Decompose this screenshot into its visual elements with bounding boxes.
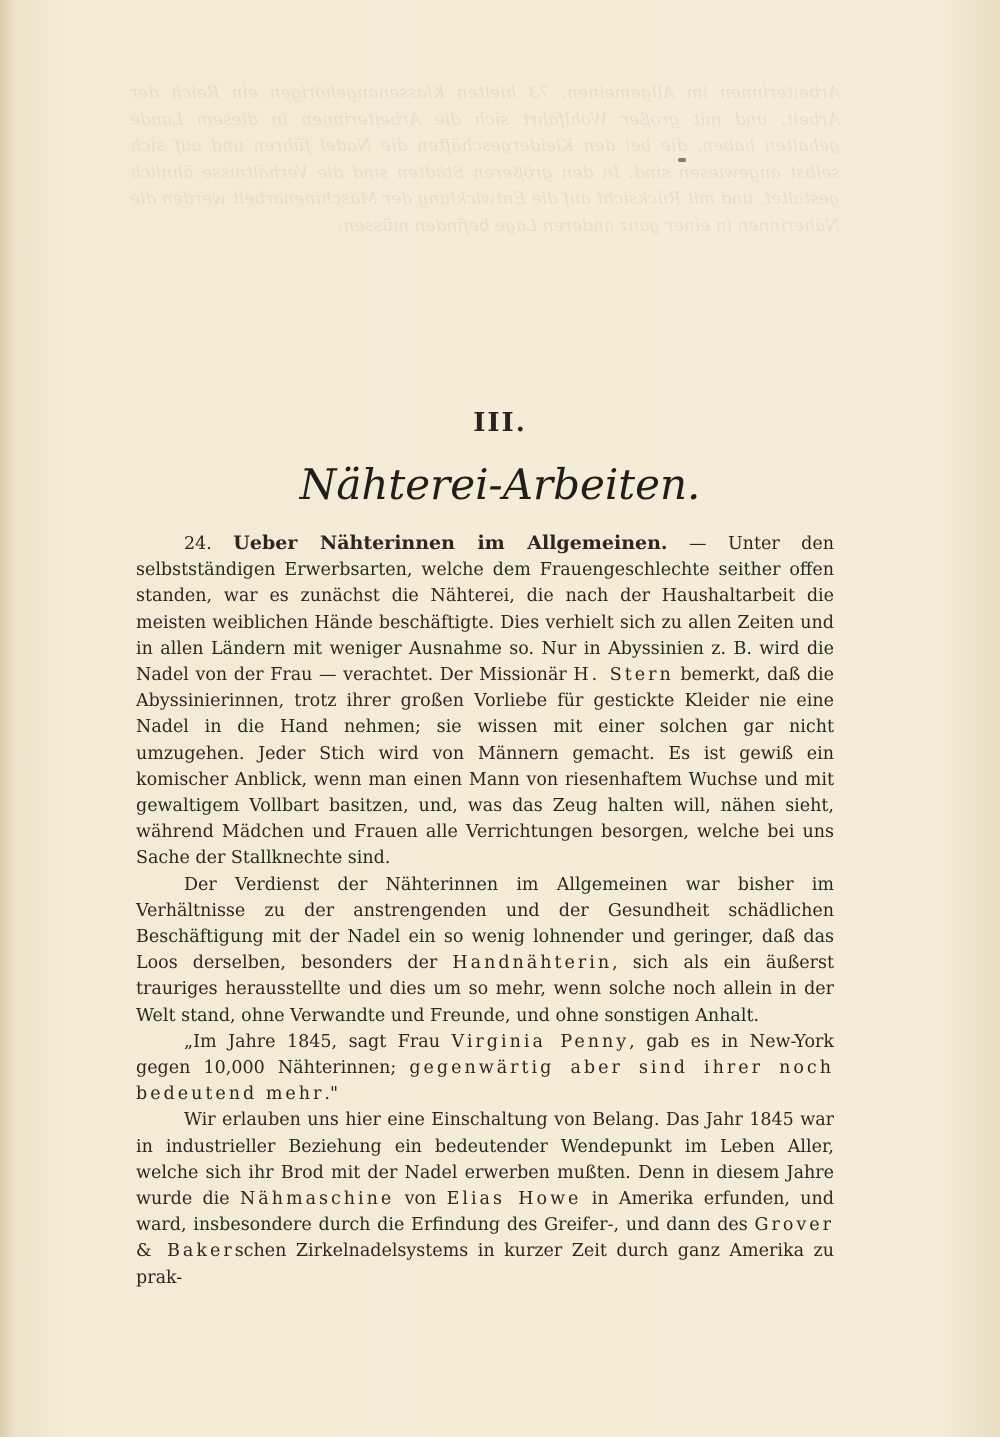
paragraph-text: „Im Jahre 1845, sagt Frau [184,1031,452,1052]
ink-speck [678,158,686,162]
paragraph-text: schen Zirkelnadelsystems in kurzer Zeit durch ganz Amerika zu prak- [136,1241,834,1288]
company-name: Grover & Baker [136,1215,834,1262]
emphasized-term: Handnähterin [452,953,613,974]
paragraph-text: , gab es in New-York gegen 10,000 Nähterinnen; [136,1031,834,1079]
chapter-title: Nähterei-Arbeiten. [299,460,701,509]
author-name: Virginia Penny [451,1031,630,1052]
paragraph-text: Der Verdienst der Nähterinnen im Allgemeinen war bisher im Verhältnisse zu der anstrengenden und der Gesundheit schädlichen Beschäftigung mit der Nadel ein so wenig lohnender und geringer, daß das Loos derselben, besonders der [136,874,834,974]
paragraph [136,530,834,872]
chapter-number: III. [473,408,527,438]
paragraph-text: Unter den selbstständigen Erwerbsarten, welche dem Frauengeschlechte seither offen standen, war es zunächst die Nähterei, die nach der Haushaltarbeit die meisten weiblichen Hände beschäftigte. Dies verhielt sich zu allen Zeiten und in allen Ländern mit weniger Ausnahme so. Nur in Abyssinien z. B. wird die Nadel von der Frau — verachtet. Der Missionär [136,534,834,686]
paragraph-text: bemerkt, daß die Abyssinierinnen, trotz ihrer großen Vorliebe für gestickte Kleider nie eine Nadel in die Hand nehmen; sie wissen mit einer solchen gar nicht umzugehen. Jeder Stich wird von Männern gemacht. Es ist gewiß ein komischer Anblick, wenn man einen Mann von riesenhaftem Wuchse und mit gewaltigem Vollbart basitzen, und, was das Zeug halten will, nähen sieht, während Mädchen und Frauen alle Verrichtungen besorgen, welche bei uns Sache der Stallknechte sind. [136,665,835,869]
author-name: H. Stern [573,665,674,686]
section-title: Ueber Nähterinnen im Allgemeinen. [233,532,668,554]
bleed-through-text: Arbeiterinnen im Allgemeinen. 73 hielten Klassenangehörigen ein Reich der Arbeit, und mit großer Wohlfahrt sich die Arbeiterinnen in diesem Lande gehalten haben, die bei den Kleidergeschäften die Nadel führen und auf sich selbst angewiesen sind. In den größeren Städten sind die Verhältnisse ähnlich gestaltet, und mit Rücksicht auf die Entwicklung der Maschinenarbeit werden die Näherinnen in einer ganz anderen Lage befinden müssen. [130,83,840,236]
section-number: 24. [184,534,212,554]
paragraph-text: Wir erlauben uns hier eine Einschaltung von Belang. Das Jahr 1845 war in industrieller Beziehung ein bedeutender Wendepunkt im Leben Aller, welche sich ihr Brod mit der Nadel erwerben mußten. Denn in diesem Jahre wurde die [136,1110,834,1210]
paragraph-text: in Amerika erfunden, und ward, insbesondere durch die Erfindung des Greifer-, und dann des [136,1189,834,1236]
paragraph [136,1107,834,1290]
section-dash: — [667,534,728,554]
paragraph-text: ." [324,1084,339,1105]
body-text [136,530,834,1291]
paragraph [136,872,834,1029]
paragraph-text: , sich als ein äußerst trauriges herausstellte und dies um so mehr, wenn solche noch allein in der Welt stand, ohne Verwandte und Freunde, und ohne sonstigen Anhalt. [136,953,834,1026]
emphasized-phrase: gegenwärtig aber sind ihrer noch bedeutend mehr [136,1058,834,1105]
page-gutter-shadow [0,0,14,1437]
paragraph-text: von [394,1189,447,1210]
paragraph [136,1029,834,1108]
inventor-name: Elias Howe [446,1189,582,1210]
emphasized-term: Nähmaschine [239,1189,395,1210]
